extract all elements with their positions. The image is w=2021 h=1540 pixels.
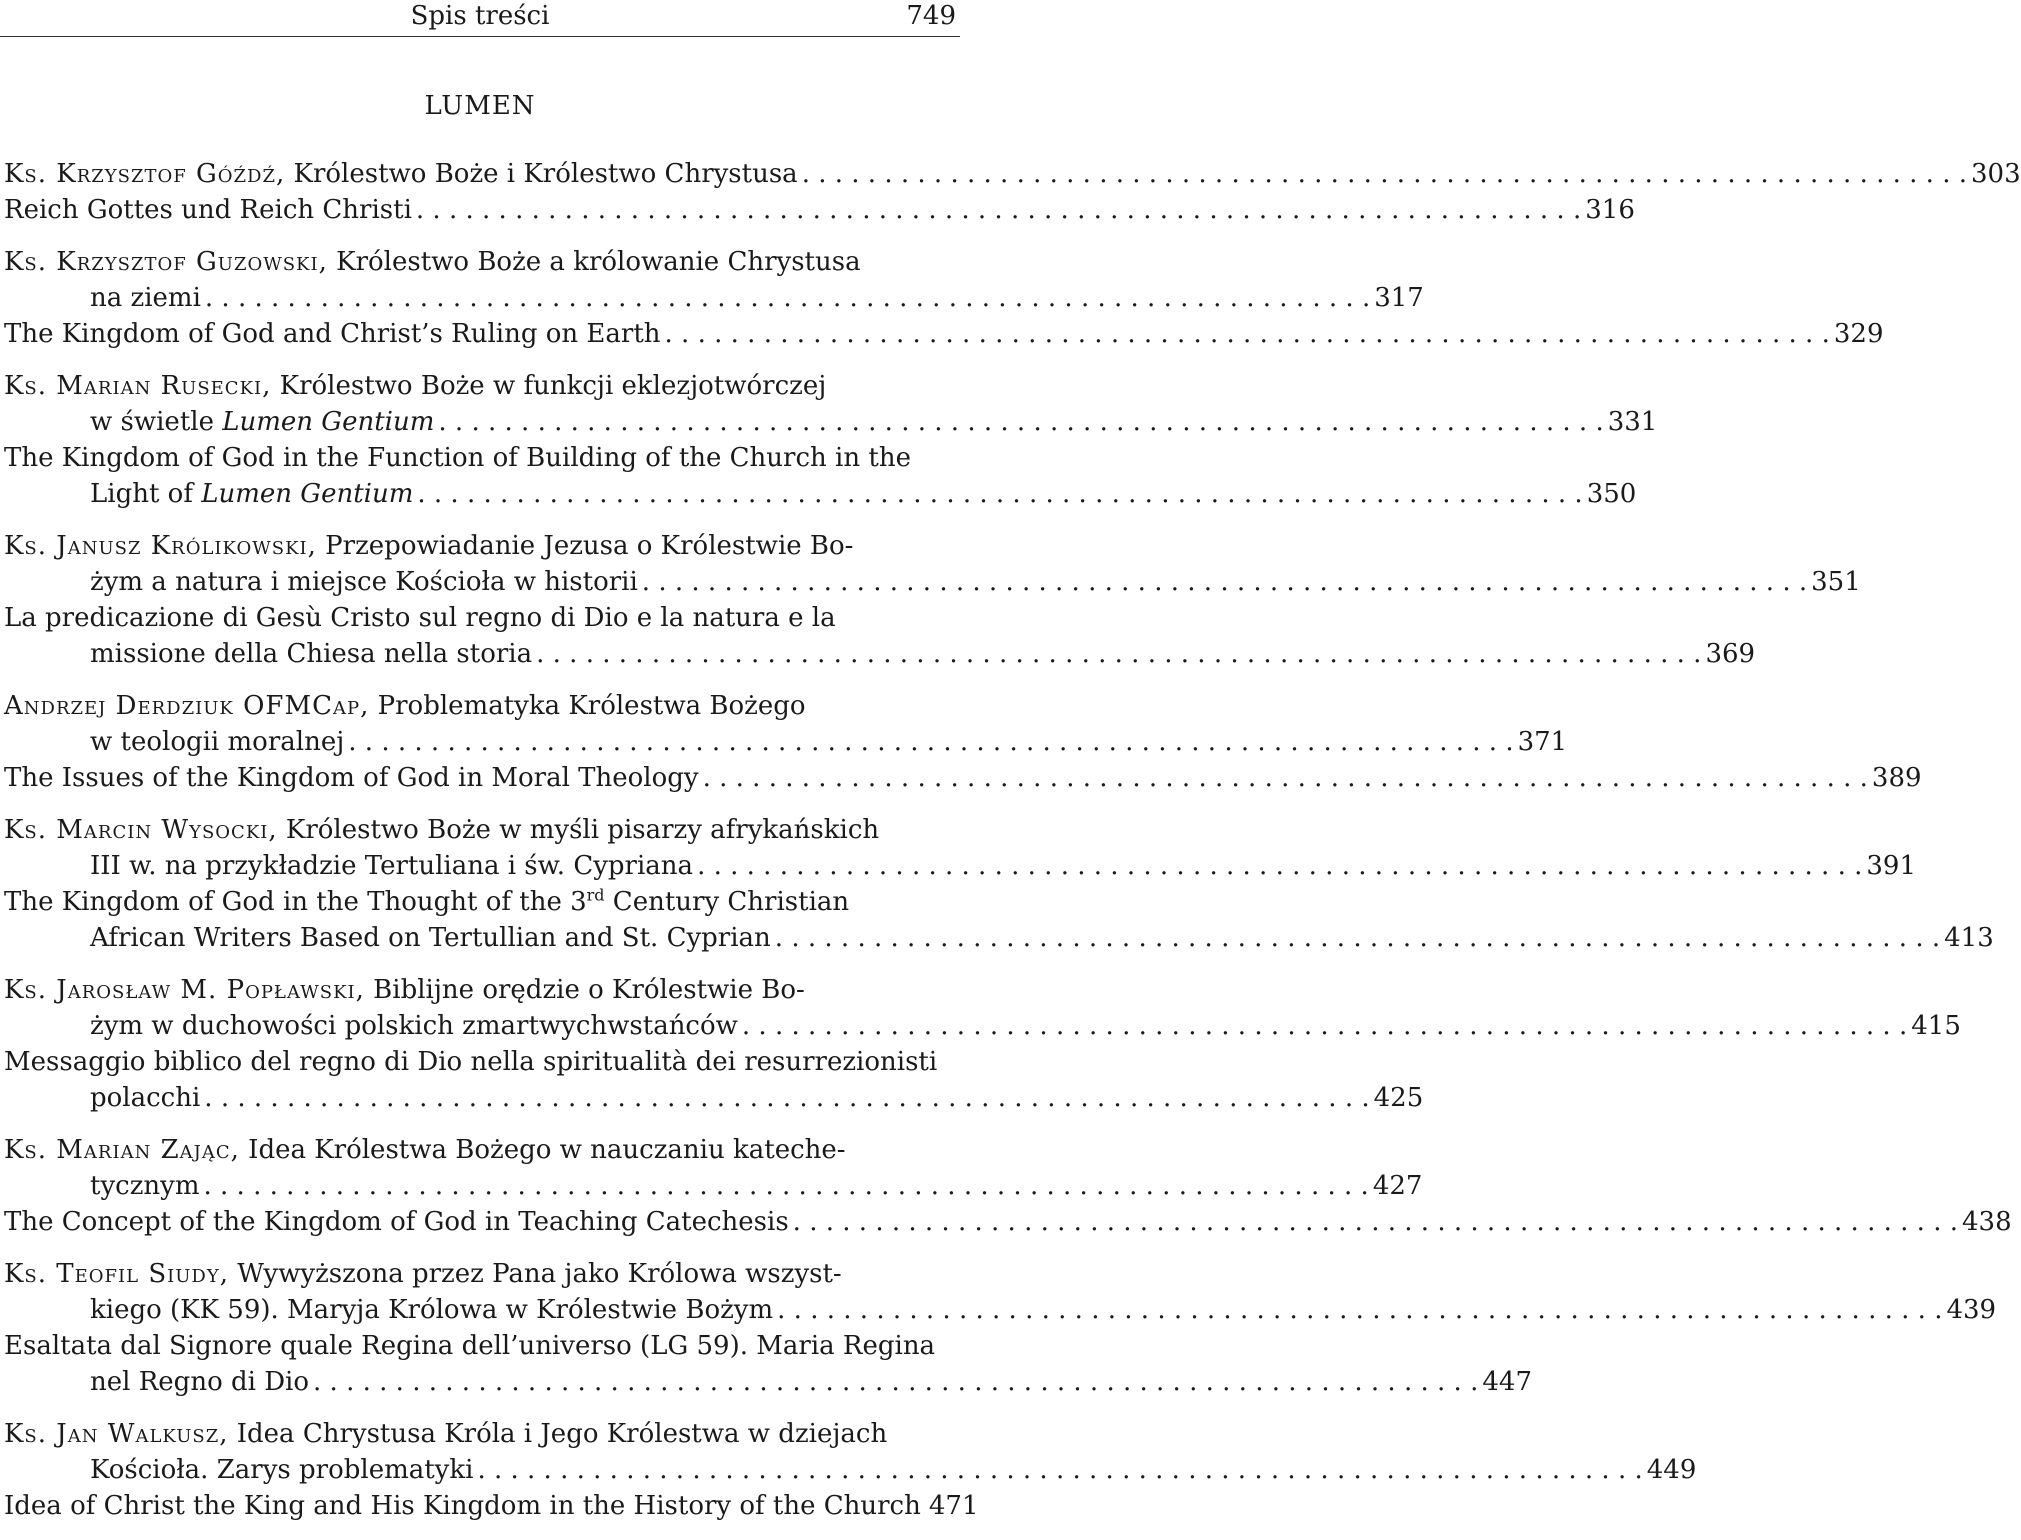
article-title: Przepowiadanie Jezusa o Królestwie Bo- — [325, 531, 854, 561]
translated-title-cont: polacchi — [90, 1083, 201, 1113]
toc-line — [4, 688, 956, 724]
leader-dots — [416, 192, 1581, 228]
translated-title-cont: Light of — [90, 479, 193, 509]
article-title-cont: na ziemi — [90, 283, 201, 313]
translated-title: The Kingdom of God in the Function of Building of the Church in the — [4, 443, 911, 473]
translated-title: The Concept of the Kingdom of God in Teaching Catechesis — [4, 1207, 789, 1237]
translated-title-cont: missione della Chiesa nella storia — [90, 639, 533, 669]
author: Ks. Marcin Wysocki, — [4, 815, 278, 845]
leader-dots — [703, 760, 1868, 796]
article-title-cont: żym a natura i miejsce Kościoła w historii — [90, 567, 638, 597]
leader-dots — [742, 1008, 1907, 1044]
toc-line — [4, 636, 1756, 672]
page-number: 316 — [1585, 195, 1635, 225]
author: Ks. Teofil Siudy, — [4, 1259, 230, 1289]
author: Ks. Krzysztof Guzowski, — [4, 247, 328, 277]
translated-title: The Kingdom of God and Christ’s Ruling on Earth — [4, 319, 661, 349]
toc-entry — [4, 1132, 2012, 1240]
leader-dots — [665, 316, 1830, 352]
leader-dots — [203, 1168, 1368, 1204]
page-number: 350 — [1586, 479, 1637, 509]
toc-line — [4, 280, 1424, 316]
toc-line — [4, 440, 956, 476]
toc-line — [4, 600, 956, 636]
section-title: LUMEN — [424, 91, 536, 121]
toc-line — [4, 1132, 956, 1168]
leader-dots — [697, 848, 1862, 884]
toc-line — [4, 920, 1994, 956]
article-title-cont: żym w duchowości polskich zmartwychwstańców — [90, 1011, 738, 1041]
leader-dots — [477, 1452, 1642, 1488]
toc-line — [4, 1168, 1423, 1204]
header-title: Spis treści — [410, 1, 550, 31]
toc-line — [4, 476, 1637, 512]
page-number: 439 — [1946, 1295, 1997, 1325]
toc-line — [4, 368, 956, 404]
toc-entry — [4, 812, 1994, 956]
page-number: 369 — [1705, 639, 1756, 669]
page-number: 371 — [1517, 727, 1568, 757]
toc-entry — [4, 244, 1884, 352]
translated-title: La predicazione di Gesù Cristo sul regno di Dio e la natura e la — [4, 603, 836, 633]
translated-title: The Kingdom of God in the Thought of the 3 — [4, 887, 587, 917]
article-title: Królestwo Boże w funkcji eklezjotwórczej — [279, 371, 827, 401]
toc-line — [4, 1328, 956, 1364]
page-number: 391 — [1866, 851, 1917, 881]
translated-title: The Issues of the Kingdom of God in Moral Theology — [4, 763, 699, 793]
page-number: 331 — [1607, 407, 1658, 437]
article-title: Problematyka Królestwa Bożego — [377, 691, 806, 721]
page-number: 351 — [1811, 567, 1861, 597]
toc-line — [4, 884, 956, 920]
author: Ks. Janusz Królikowski, — [4, 531, 317, 561]
leader-dots — [793, 1204, 1958, 1240]
toc-line — [4, 1008, 1961, 1044]
article-title-cont: tycznym — [90, 1171, 200, 1201]
translated-title-cont: African Writers Based on Tertullian and St. Cyprian — [90, 923, 771, 953]
translated-title: Reich Gottes und Reich Christi — [4, 195, 412, 225]
article-title-cont: kiego (KK 59). Maryja Królowa w Królestwie Bożym — [90, 1295, 774, 1325]
italic-title: Lumen Gentium — [201, 479, 414, 509]
toc-entry — [4, 1416, 1697, 1524]
translated-title: Century Christian — [612, 887, 850, 917]
italic-title: Lumen Gentium — [222, 407, 435, 437]
article-title: Wywyższona przez Pana jako Królowa wszyst- — [237, 1259, 842, 1289]
page-number: 415 — [1911, 1011, 1961, 1041]
toc-entry — [4, 368, 1658, 512]
article-title: Królestwo Boże i Królestwo Chrystusa — [293, 159, 798, 189]
toc-line — [4, 316, 1884, 352]
toc-line — [4, 244, 956, 280]
leader-dots — [313, 1364, 1478, 1400]
toc-line — [4, 1292, 1997, 1328]
toc-line — [4, 760, 1922, 796]
article-title-cont: III w. na przykładzie Tertuliana i św. Cypriana — [90, 851, 694, 881]
toc-line — [4, 1488, 979, 1524]
toc-entry — [4, 528, 1861, 672]
table-of-contents — [4, 156, 2021, 1540]
leader-dots — [802, 156, 1967, 192]
page-number: 427 — [1372, 1171, 1423, 1201]
leader-dots — [777, 1292, 1942, 1328]
author: Ks. Jarosław M. Popławski, — [4, 975, 365, 1005]
toc-line — [4, 724, 1568, 760]
leader-dots — [417, 476, 1582, 512]
page-number: 471 — [928, 1491, 979, 1521]
article-title: Królestwo Boże a królowanie Chrystusa — [336, 247, 861, 277]
page-number: 438 — [1962, 1207, 2012, 1237]
article-title-cont: Kościoła. Zarys problematyki — [90, 1455, 474, 1485]
toc-line — [4, 1044, 956, 1080]
toc-line — [4, 1204, 2012, 1240]
translated-title: Esaltata dal Signore quale Regina dell’universo (LG 59). Maria Regina — [4, 1331, 936, 1361]
superscript: rd — [586, 885, 605, 905]
article-title: Biblijne orędzie o Królestwie Bo- — [373, 975, 805, 1005]
page-number: 449 — [1646, 1455, 1697, 1485]
page-number: 317 — [1374, 283, 1424, 313]
toc-line — [4, 156, 2021, 192]
article-title: Idea Królestwa Bożego w nauczaniu kateche- — [248, 1135, 846, 1165]
toc-line — [4, 812, 956, 848]
article-title-cont: w świetle — [90, 407, 214, 437]
leader-dots — [438, 404, 1603, 440]
toc-line — [4, 1080, 1424, 1116]
page-number: 425 — [1373, 1083, 1424, 1113]
toc-line — [4, 972, 956, 1008]
toc-line — [4, 1364, 1532, 1400]
page-number: 413 — [1944, 923, 1994, 953]
leader-dots — [642, 564, 1807, 600]
article-title-cont: w teologii moralnej — [90, 727, 345, 757]
author: Andrzej Derdziuk OFMCap, — [4, 691, 370, 721]
author: Ks. Marian Rusecki, — [4, 371, 272, 401]
leader-dots — [205, 280, 1370, 316]
article-title: Idea Chrystusa Króla i Jego Królestwa w dziejach — [236, 1419, 888, 1449]
toc-entry — [4, 1256, 1997, 1400]
toc-line — [4, 1416, 956, 1452]
toc-entry — [4, 688, 1922, 796]
translated-title: Messaggio biblico del regno di Dio nella spiritualità dei resurrezionisti — [4, 1047, 938, 1077]
author: Ks. Marian Zając, — [4, 1135, 240, 1165]
page-number: 389 — [1871, 763, 1922, 793]
toc-line — [4, 1256, 956, 1292]
running-header — [0, 0, 960, 37]
leader-dots — [204, 1080, 1369, 1116]
article-title: Królestwo Boże w myśli pisarzy afrykańskich — [285, 815, 880, 845]
toc-line — [4, 1452, 1697, 1488]
page-number: 447 — [1482, 1367, 1532, 1397]
header-page-number: 749 — [906, 1, 956, 31]
leader-dots — [348, 724, 1513, 760]
toc-line — [4, 404, 1658, 440]
toc-line — [4, 528, 956, 564]
toc-line — [4, 192, 1635, 228]
toc-entry — [4, 972, 1961, 1116]
toc-line — [4, 564, 1861, 600]
translated-title: Idea of Christ the King and His Kingdom in the History of the Church — [4, 1491, 921, 1521]
leader-dots — [536, 636, 1701, 672]
leader-dots — [775, 920, 1940, 956]
toc-line — [4, 848, 1917, 884]
translated-title-cont: nel Regno di Dio — [90, 1367, 310, 1397]
page-number: 303 — [1971, 159, 2021, 189]
author: Ks. Krzysztof Góźdź, — [4, 159, 286, 189]
page-number: 329 — [1833, 319, 1884, 349]
author: Ks. Jan Walkusz, — [4, 1419, 229, 1449]
toc-entry — [4, 156, 2021, 228]
